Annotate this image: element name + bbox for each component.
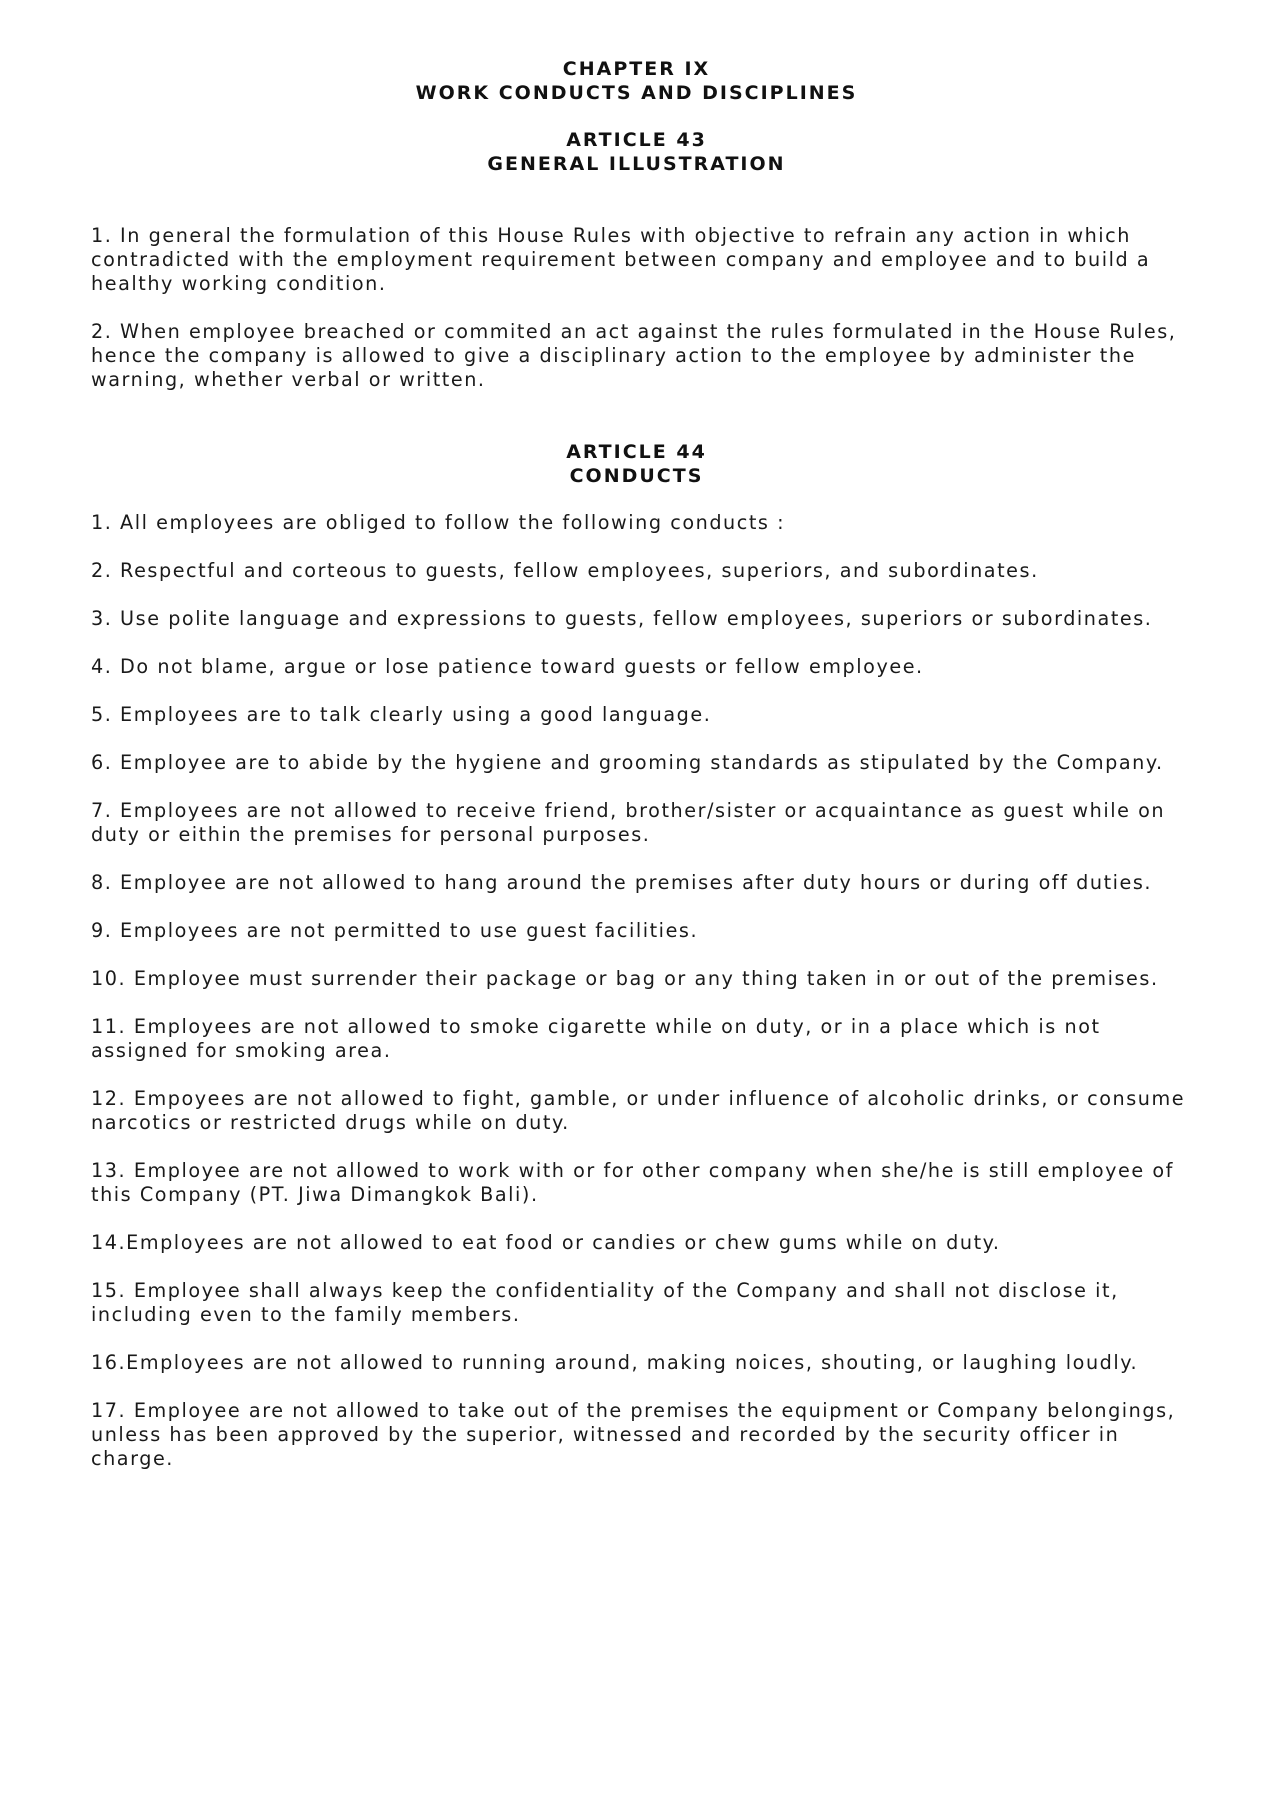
conduct-item: 15. Employee shall always keep the confidentiality of the Company and shall not disclose it, including even to the family members. — [91, 1279, 1119, 1326]
conduct-item: 1. All employees are obliged to follow the following conducts : — [91, 511, 786, 534]
conduct-item: 4. Do not blame, argue or lose patience toward guests or fellow employee. — [91, 655, 924, 678]
article-44-title: CONDUCTS — [569, 465, 704, 487]
article-44-conducts-list — [91, 511, 1201, 1471]
article-43-body — [91, 224, 1201, 392]
chapter-title: WORK CONDUCTS AND DISCIPLINES — [415, 82, 858, 104]
article-43-heading — [0, 128, 1273, 176]
article-43-number: ARTICLE 43 — [566, 129, 707, 151]
conduct-item: 13. Employee are not allowed to work with or for other company when she/he is still employee of this Company (PT. Jiwa Dimangkok Bali). — [91, 1159, 1174, 1206]
conduct-item: 6. Employee are to abide by the hygiene and grooming standards as stipulated by the Company. — [91, 751, 1164, 774]
article-44-heading — [0, 440, 1273, 488]
chapter-number: CHAPTER IX — [562, 58, 711, 80]
conduct-item: 11. Employees are not allowed to smoke cigarette while on duty, or in a place which is not assigned for smoking area. — [91, 1015, 1101, 1062]
article-43-paragraph: 2. When employee breached or commited an act against the rules formulated in the House Rules, hence the company is allowed to give a disciplinary action to the employee by administer the warning, whether verbal or written. — [91, 320, 1177, 391]
conduct-item: 3. Use polite language and expressions to guests, fellow employees, superiors or subordinates. — [91, 607, 1153, 630]
conduct-item: 14.Employees are not allowed to eat food or candies or chew gums while on duty. — [91, 1231, 1001, 1254]
conduct-item: 10. Employee must surrender their package or bag or any thing taken in or out of the premises. — [91, 967, 1159, 990]
conduct-item: 9. Employees are not permitted to use guest facilities. — [91, 919, 699, 942]
article-43-title: GENERAL ILLUSTRATION — [487, 153, 786, 175]
conduct-item: 7. Employees are not allowed to receive friend, brother/sister or acquaintance as guest while on duty or eithin the premises for personal purposes. — [91, 799, 1166, 846]
conduct-item: 8. Employee are not allowed to hang around the premises after duty hours or during off duties. — [91, 871, 1153, 894]
chapter-heading — [0, 57, 1273, 105]
conduct-item: 2. Respectful and corteous to guests, fellow employees, superiors, and subordinates. — [91, 559, 1039, 582]
article-44-number: ARTICLE 44 — [566, 441, 707, 463]
conduct-item: 17. Employee are not allowed to take out of the premises the equipment or Company belongings, unless has been approved by the superior, witnessed and recorded by the security officer in charge. — [91, 1399, 1176, 1470]
conduct-item: 16.Employees are not allowed to running around, making noices, shouting, or laughing loudly. — [91, 1351, 1139, 1374]
conduct-item: 5. Employees are to talk clearly using a good language. — [91, 703, 712, 726]
conduct-item: 12. Empoyees are not allowed to fight, gamble, or under influence of alcoholic drinks, or consume narcotics or restricted drugs while on duty. — [91, 1087, 1186, 1134]
article-43-paragraph: 1. In general the formulation of this House Rules with objective to refrain any action in which contradicted with the employment requirement between company and employee and to build a healthy working condition. — [91, 224, 1151, 295]
